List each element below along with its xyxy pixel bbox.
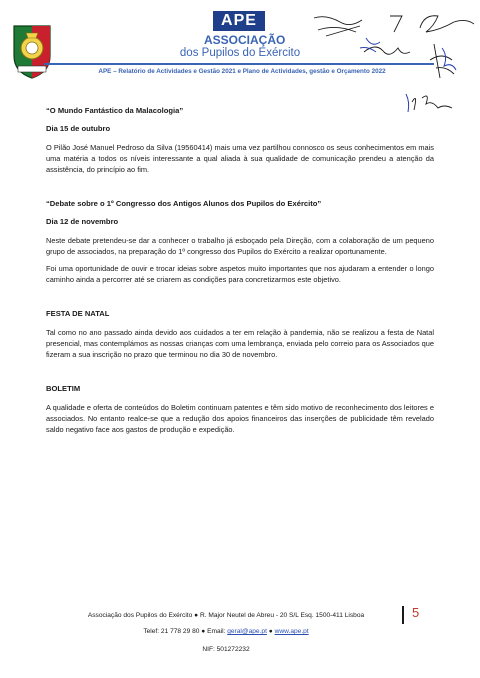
footer-page-divider [402,606,404,624]
section-title: BOLETIM [46,384,81,393]
association-title: ASSOCIAÇÃO [204,33,286,47]
section-paragraph: O Pilão José Manuel Pedroso da Silva (19560414) mais uma vez partilhou connosco os seus conhecimentos em mais uma matéria a todos os níveis interessante a qual aliada à sua qualidade de comunicação prendeu a atenção da assistência, do princípio ao fim. [46,143,434,174]
page-header [0,0,480,90]
section-title: “O Mundo Fantástico da Malacologia” [46,106,184,115]
footer-email-link[interactable]: geral@ape.pt [227,628,267,635]
ape-logo: APE [213,11,265,31]
association-subtitle: dos Pupilos do Exército [179,47,301,59]
footer-contacts [56,628,396,635]
section-debate-congresso [46,199,434,285]
section-festa-natal [46,309,434,360]
handwritten-signatures [306,8,480,120]
section-paragraph: Neste debate pretendeu-se dar a conhecer o trabalho já esboçado pela Direção, com a colaboração de um pequeno grupo de associados, na preparação do 1º congresso dos Pupilos do Exército a realizar oportunamente. [46,236,434,256]
report-title: APE – Relatório de Actividades e Gestão 2021 e Plano de Actividades, gestão e Orçamento 2022 [98,68,386,75]
section-date: Dia 15 de outubro [46,124,111,133]
section-boletim [46,384,434,435]
pupilos-crest-icon [10,22,54,80]
section-title: “Debate sobre o 1º Congresso dos Antigos Alunos dos Pupilos do Exército” [46,199,322,208]
section-date: Dia 12 de novembro [46,217,119,226]
page-number: 5 [412,605,420,620]
page-content [46,106,434,441]
section-malacologia [46,106,434,175]
section-title: FESTA DE NATAL [46,309,110,318]
section-paragraph: A qualidade e oferta de conteúdos do Boletim continuam patentes e têm sido motivo de reconhecimento dos leitores e associados. No entanto realce-se que a redução dos apoios financeiros das inserções de publicidade têm revelado saldo negativo face aos gastos de produção e expedição. [46,403,434,434]
footer-phone-label: Telef: 21 778 29 80 ● Email: [143,628,228,635]
footer-website-link[interactable]: www.ape.pt [274,628,309,635]
footer-separator: ● [266,628,275,635]
section-paragraph: Foi uma oportunidade de ouvir e trocar ideias sobre aspetos muito importantes que nos ajudaram a entender o longo caminho ainda a percorrer até se criarem as condições para concretizarmos este objetivo. [46,264,434,284]
footer-nif: NIF: 501272232 [202,646,250,653]
footer-address: Associação dos Pupilos do Exército ● R. Major Neutel de Abreu - 20 S/L Esq. 1500-411 Lisboa [87,612,365,619]
section-paragraph: Tal como no ano passado ainda devido aos cuidados a ter em relação à pandemia, não se realizou a festa de Natal presencial, mas contemplámos as nossas crianças com uma lembrança, enviada pelo correio para os Associados que fizeram a sua inscrição no prazo que terminou no dia 30 de novembro. [46,328,434,359]
